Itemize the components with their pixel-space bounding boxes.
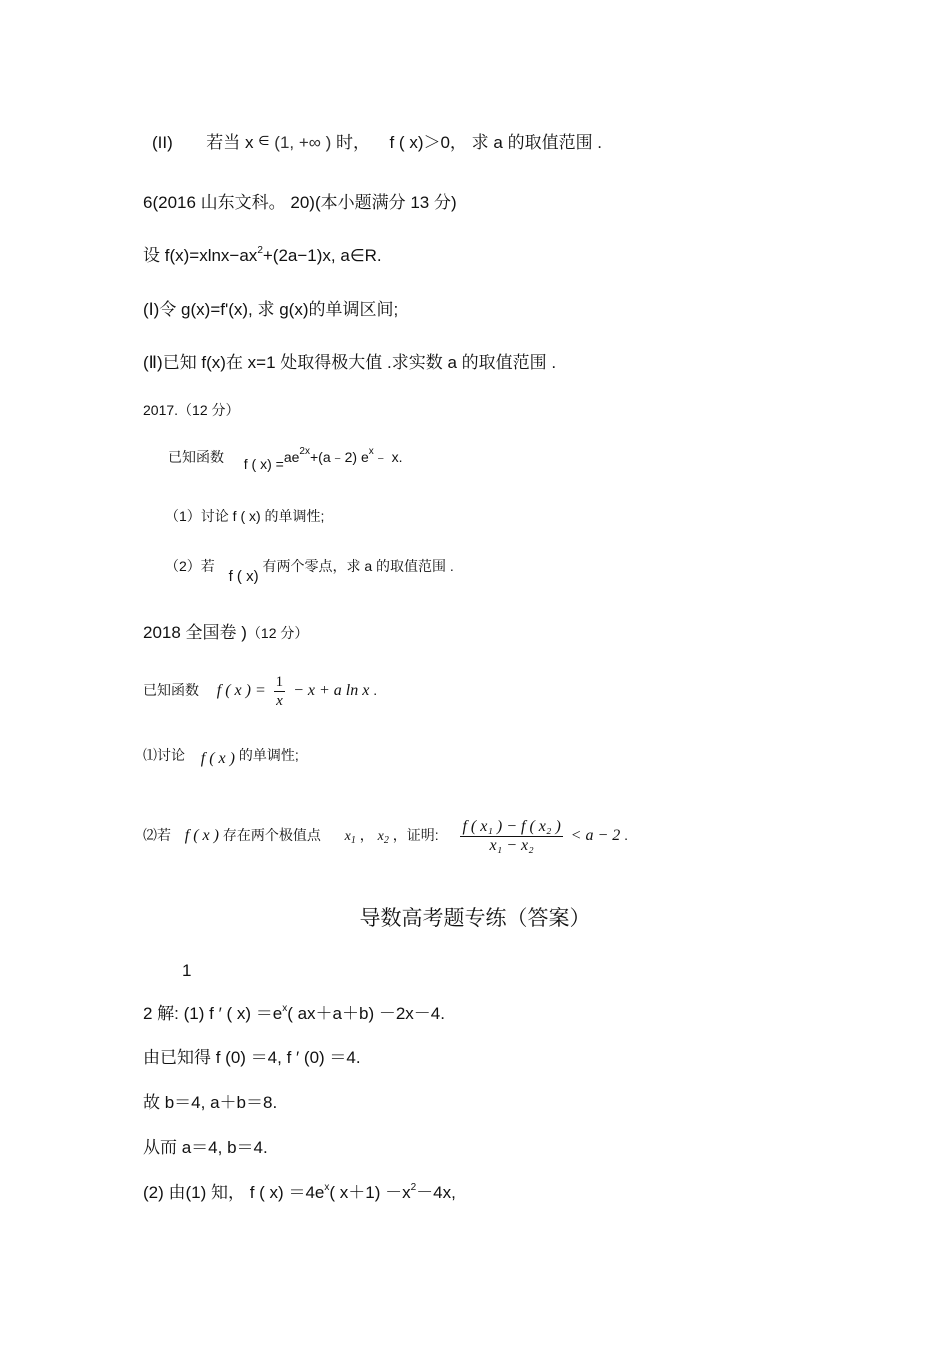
problem2018-definition <box>143 668 377 713</box>
part-label: (II) <box>152 133 173 152</box>
x: x <box>377 829 384 844</box>
exponent: 2 <box>410 1182 417 1193</box>
text: （2）若 <box>165 558 215 574</box>
text: ⑴讨论 <box>143 747 185 763</box>
denominator: x₁ − x₂ <box>489 836 534 854</box>
text: 已知函数 <box>143 682 199 698</box>
x: x <box>344 829 351 844</box>
text: ( ax＋a＋b) －2x－4. <box>287 1004 445 1023</box>
problem2017-header: 2017.（12 分） <box>143 402 240 418</box>
text: 时， <box>336 133 371 152</box>
x1 <box>345 829 356 844</box>
text: 存在两个极值点 <box>222 827 321 843</box>
text: 2 解: (1) f ′ ( x) ＝e <box>143 1004 283 1023</box>
answer-line-1 <box>143 1003 445 1025</box>
exponent: 2x <box>299 446 310 457</box>
problem2018-part2 <box>143 812 628 860</box>
text: 若当 x <box>206 133 254 152</box>
inequality: < a − 2 <box>570 827 621 844</box>
text: 的单调性; <box>238 747 299 763</box>
fraction <box>460 818 562 855</box>
text: ae <box>283 449 300 465</box>
text: 设 f(x)=xlnx−ax <box>143 246 258 265</box>
problem2017-part2 <box>165 555 454 585</box>
problem6-part1: (Ⅰ)令 g(x)=f'(x), 求 g(x)的单调区间; <box>143 300 399 319</box>
text: 求 a 的取值范围 . <box>471 133 603 152</box>
problem2017-part1: （1）讨论 f ( x) 的单调性; <box>165 508 325 524</box>
fx: f ( x ) <box>200 750 235 767</box>
separator: ， <box>359 827 374 843</box>
interval: (1, +∞ ) <box>274 133 332 152</box>
exponent: x <box>368 446 374 457</box>
answer-line-5 <box>143 1182 456 1204</box>
text: 有两个零点，求 a 的取值范围 . <box>262 558 454 574</box>
fraction <box>274 673 286 710</box>
answer-line-2: 由已知得 f (0) ＝4, f ′ (0) ＝4. <box>143 1048 361 1067</box>
text: ﹣ x. <box>373 449 403 465</box>
text: ⑵若 <box>143 827 171 843</box>
problem2018-part1 <box>143 744 299 767</box>
numerator: 1 <box>275 673 284 690</box>
text: ( x＋1) －x <box>329 1183 411 1202</box>
problem6-definition <box>143 245 382 267</box>
subscript: 2 <box>383 835 389 846</box>
problem6-part2: (Ⅱ)已知 f(x)在 x=1 处取得极大值 .求实数 a 的取值范围 . <box>143 353 557 372</box>
text: (2) 由(1) 知， f ( x) ＝4e <box>143 1183 325 1202</box>
exponent: 2 <box>257 245 263 256</box>
fx: f ( x) <box>228 568 259 585</box>
element-of-symbol: ∈ <box>258 133 270 148</box>
f-lhs: f ( x ) = <box>216 682 266 699</box>
exponent: x <box>282 1003 288 1014</box>
answer-line-3: 故 b＝4, a＋b＝8. <box>143 1093 278 1112</box>
problem5-part2 <box>152 130 602 154</box>
f-rhs: − x + a ln x <box>293 682 370 699</box>
text: +(a﹣2) e <box>309 449 369 465</box>
problem2018-header <box>143 622 308 644</box>
text: 已知函数 <box>168 449 224 465</box>
text: （12 分） <box>246 625 309 641</box>
problem2017-definition <box>168 446 403 472</box>
answers-title: 导数高考题专练（答案） <box>359 907 591 930</box>
problem6-header: 6(2016 山东文科。 20)(本小题满分 13 分) <box>143 193 457 212</box>
text: +(2a−1)x, a∈R. <box>262 246 382 265</box>
answer-item-1: 1 <box>182 961 192 980</box>
subscript: 1 <box>350 835 356 846</box>
denominator: x <box>276 692 283 709</box>
x2 <box>378 829 389 844</box>
fx: f ( x ) <box>184 827 219 844</box>
text: ，证明: <box>392 827 439 843</box>
text: . <box>624 827 629 843</box>
numerator: f ( x₁ ) − f ( x₂ ) <box>462 817 561 835</box>
exponent: x <box>324 1182 330 1193</box>
text: 2018 全国卷 ) <box>143 623 247 642</box>
answer-line-4: 从而 a＝4, b＝4. <box>143 1138 268 1157</box>
fx: f ( x) = <box>243 456 284 472</box>
text: －4x, <box>416 1183 456 1202</box>
condition: f ( x)＞0， <box>389 133 467 152</box>
text: . <box>373 682 378 698</box>
